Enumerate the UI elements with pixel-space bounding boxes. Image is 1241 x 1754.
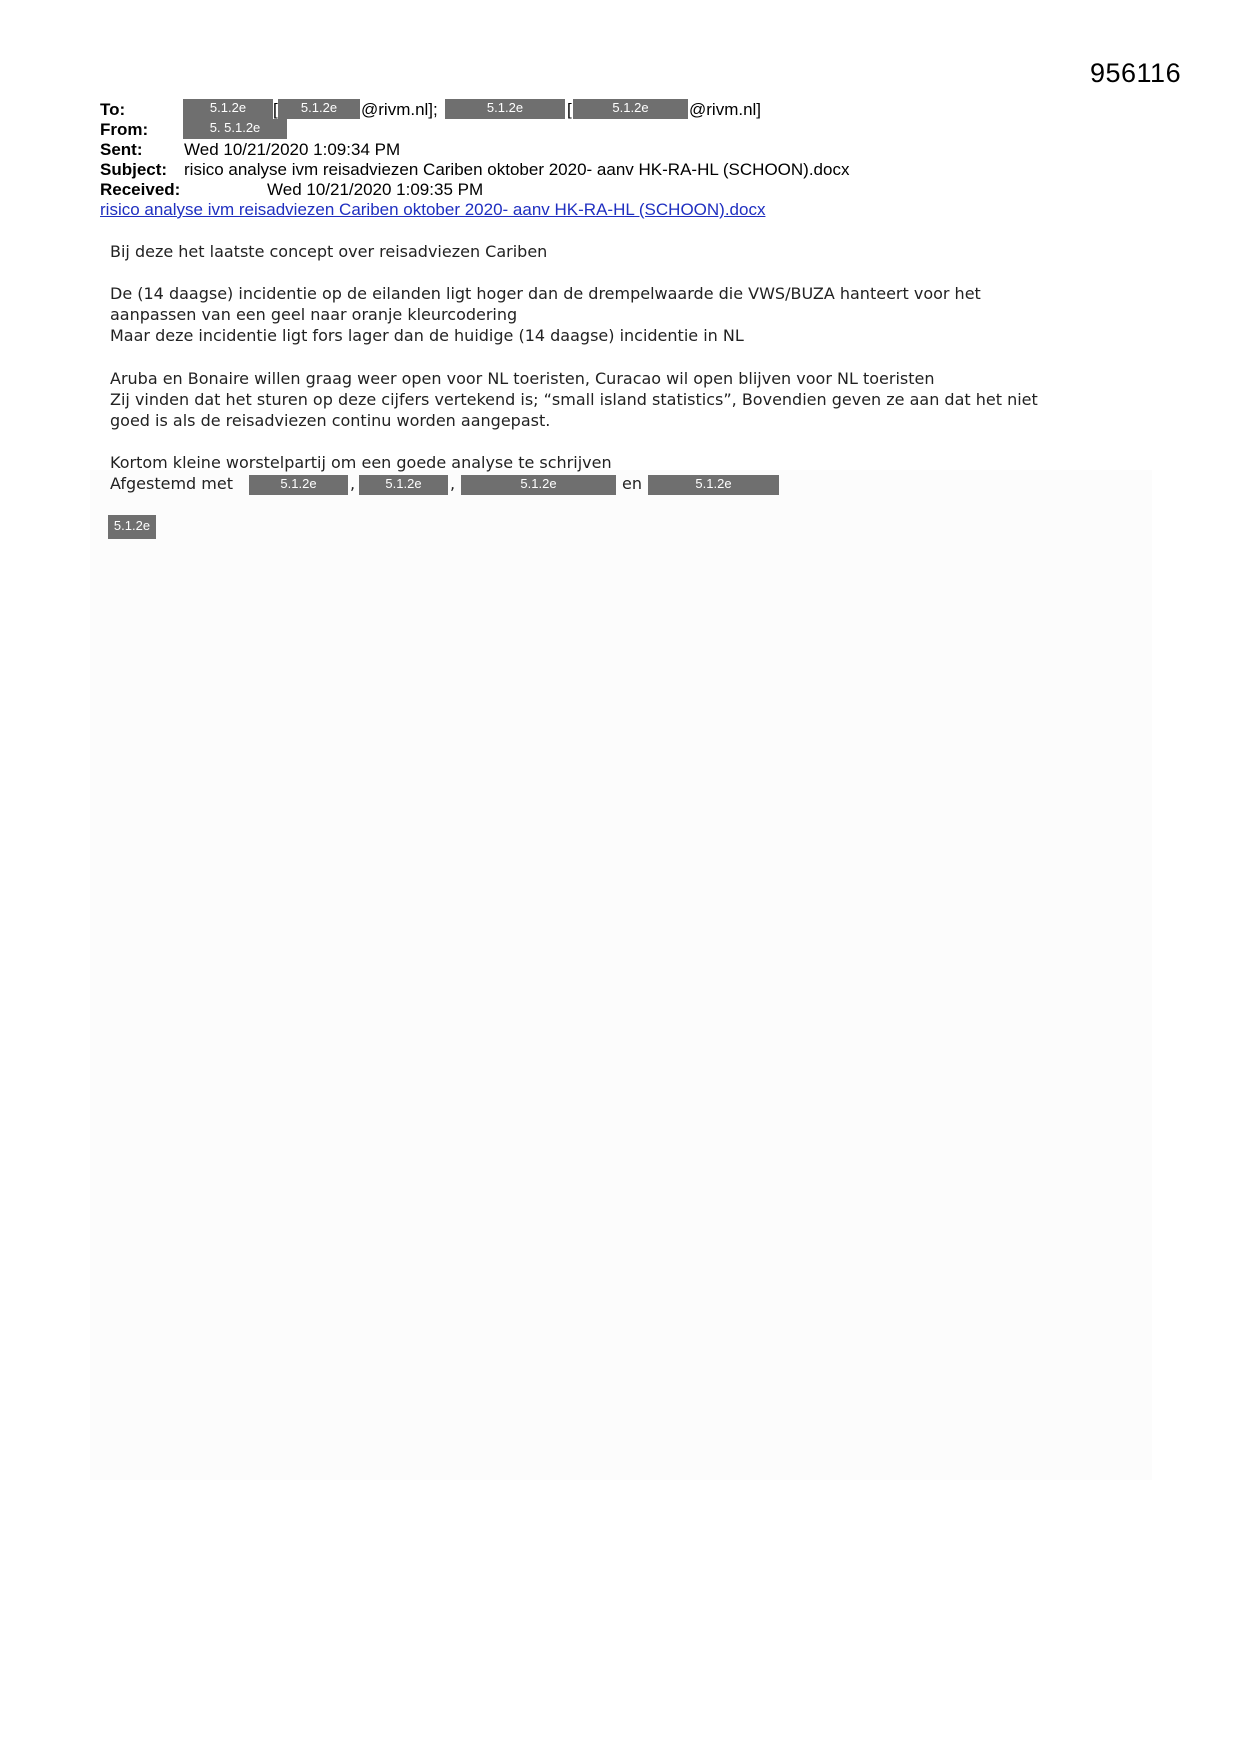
- subject-value: risico analyse ivm reisadviezen Cariben oktober 2020- aanv HK-RA-HL (SCHOON).docx: [184, 160, 850, 179]
- afgestemd-prefix: Afgestemd met: [110, 474, 233, 493]
- received-value: Wed 10/21/2020 1:09:35 PM: [267, 180, 484, 199]
- sent-label: Sent:: [100, 140, 143, 159]
- received-label: Received:: [100, 180, 181, 199]
- comma-1: ,: [350, 474, 356, 493]
- redaction-to-name-1: 5.1.2e: [183, 99, 273, 119]
- redaction-to-email-2: 5.1.2e: [573, 99, 688, 119]
- body-line-3: aanpassen van een geel naar oranje kleurcodering: [110, 305, 518, 324]
- to-domain-2: @rivm.nl]: [689, 100, 762, 119]
- redaction-afgestemd-1: 5.1.2e: [249, 475, 348, 495]
- body-line-5: Aruba en Bonaire willen graag weer open voor NL toeristen, Curacao wil open blijven voor NL toeristen: [110, 369, 935, 388]
- attachment-link[interactable]: risico analyse ivm reisadviezen Cariben oktober 2020- aanv HK-RA-HL (SCHOON).docx: [100, 200, 766, 219]
- document-number: 956116: [1090, 58, 1182, 88]
- body-line-6: Zij vinden dat het sturen op deze cijfers vertekend is; “small island statistics”, Bovendien geven ze aan dat het niet: [110, 390, 1038, 409]
- redaction-afgestemd-3: 5.1.2e: [461, 475, 616, 495]
- subject-label: Subject:: [100, 160, 168, 179]
- comma-2: ,: [450, 474, 456, 493]
- body-line-8: Kortom kleine worstelpartij om een goede analyse te schrijven: [110, 453, 612, 472]
- en-word: en: [622, 474, 642, 493]
- redaction-signature: 5.1.2e: [108, 515, 156, 539]
- redaction-to-name-2: 5.1.2e: [445, 99, 565, 119]
- sent-value: Wed 10/21/2020 1:09:34 PM: [184, 140, 401, 159]
- page-background: [90, 470, 1152, 1480]
- body-line-2: De (14 daagse) incidentie op de eilanden ligt hoger dan de drempelwaarde die VWS/BUZA hanteert voor het: [110, 284, 981, 303]
- redaction-from: 5. 5.1.2e: [183, 119, 287, 139]
- to-bracket-1: [: [273, 100, 278, 119]
- redaction-afgestemd-2: 5.1.2e: [359, 475, 448, 495]
- body-line-1: Bij deze het laatste concept over reisadviezen Cariben: [110, 242, 548, 261]
- to-label: To:: [100, 100, 126, 119]
- redaction-afgestemd-4: 5.1.2e: [648, 475, 779, 495]
- from-label: From:: [100, 120, 149, 139]
- to-domain-1: @rivm.nl];: [361, 100, 438, 119]
- body-line-4: Maar deze incidentie ligt fors lager dan de huidige (14 daagse) incidentie in NL: [110, 326, 744, 345]
- to-bracket-2: [: [567, 100, 572, 119]
- body-line-7: goed is als de reisadviezen continu worden aangepast.: [110, 411, 551, 430]
- redaction-to-email-1: 5.1.2e: [278, 99, 360, 119]
